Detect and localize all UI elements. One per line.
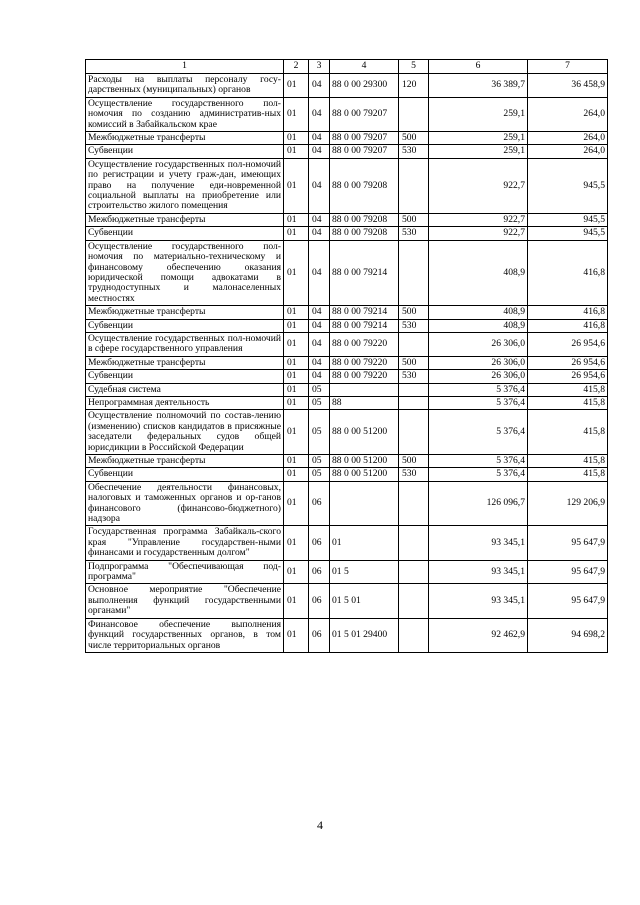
row-name: Осуществление государственных пол-номочий в сфере государственного управления <box>86 332 284 356</box>
row-name: Осуществление полномочий по состав-лению (изменению) списков кандидатов в присяжные заседатели федеральных судов общей юрисдикции в Российской Федерации <box>86 410 284 455</box>
row-value-3: 416,8 <box>528 240 608 305</box>
row-target-code: 88 0 00 79220 <box>330 332 399 356</box>
row-section: 01 <box>284 396 309 409</box>
row-value-2: 922,7 <box>429 213 528 226</box>
row-subsection: 04 <box>309 158 330 213</box>
row-value-2: 5 376,4 <box>429 468 528 481</box>
row-value-2: 922,7 <box>429 227 528 240</box>
row-value-2: 93 345,1 <box>429 584 528 618</box>
row-value-3: 945,5 <box>528 213 608 226</box>
row-expense-type <box>399 560 429 584</box>
table-row <box>86 468 608 481</box>
row-value-3: 95 647,9 <box>528 526 608 560</box>
row-section: 01 <box>284 227 309 240</box>
row-section: 01 <box>284 560 309 584</box>
row-value-3: 415,8 <box>528 383 608 396</box>
row-target-code: 88 0 00 79208 <box>330 227 399 240</box>
row-subsection: 05 <box>309 383 330 396</box>
table-row <box>86 240 608 305</box>
row-target-code: 88 <box>330 396 399 409</box>
row-target-code: 01 <box>330 526 399 560</box>
row-expense-type <box>399 526 429 560</box>
row-expense-type <box>399 97 429 131</box>
row-section: 01 <box>284 240 309 305</box>
row-value-2: 5 376,4 <box>429 396 528 409</box>
row-subsection: 05 <box>309 410 330 455</box>
row-subsection: 04 <box>309 97 330 131</box>
row-section: 01 <box>284 306 309 319</box>
row-section: 01 <box>284 526 309 560</box>
row-target-code: 88 0 00 79208 <box>330 158 399 213</box>
row-subsection: 04 <box>309 227 330 240</box>
row-subsection: 06 <box>309 584 330 618</box>
row-value-3: 264,0 <box>528 132 608 145</box>
row-expense-type <box>399 240 429 305</box>
row-target-code: 88 0 00 51200 <box>330 410 399 455</box>
row-value-2: 408,9 <box>429 240 528 305</box>
row-section: 01 <box>284 332 309 356</box>
row-expense-type <box>399 481 429 526</box>
row-target-code: 01 5 01 <box>330 584 399 618</box>
row-value-3: 416,8 <box>528 306 608 319</box>
row-name: Финансовое обеспечение выполнения функций государственных органов, в том числе территориальных органов <box>86 618 284 652</box>
row-subsection: 06 <box>309 560 330 584</box>
header-col-6: 6 <box>429 60 528 74</box>
row-subsection: 06 <box>309 618 330 652</box>
table-row <box>86 370 608 383</box>
row-subsection: 04 <box>309 356 330 369</box>
row-value-2: 408,9 <box>429 306 528 319</box>
row-section: 01 <box>284 584 309 618</box>
row-value-3: 416,8 <box>528 319 608 332</box>
row-expense-type <box>399 158 429 213</box>
row-name: Субвенции <box>86 468 284 481</box>
header-col-2: 2 <box>284 60 309 74</box>
row-name: Судебная система <box>86 383 284 396</box>
header-row <box>86 60 608 74</box>
table-row <box>86 213 608 226</box>
row-expense-type: 500 <box>399 306 429 319</box>
table-row <box>86 526 608 560</box>
row-name: Подпрограмма "Обеспечивающая под-программа" <box>86 560 284 584</box>
row-section: 01 <box>284 213 309 226</box>
row-expense-type <box>399 396 429 409</box>
header-col-1: 1 <box>86 60 284 74</box>
header-col-7: 7 <box>528 60 608 74</box>
row-expense-type <box>399 410 429 455</box>
row-value-2: 126 096,7 <box>429 481 528 526</box>
row-expense-type: 530 <box>399 319 429 332</box>
row-name: Осуществление государственного пол-номочия по созданию административ-ных комиссий в Забайкальском крае <box>86 97 284 131</box>
row-section: 01 <box>284 468 309 481</box>
table-row <box>86 455 608 468</box>
row-value-3: 415,8 <box>528 410 608 455</box>
row-section: 01 <box>284 370 309 383</box>
row-subsection: 04 <box>309 145 330 158</box>
row-subsection: 05 <box>309 468 330 481</box>
row-name: Субвенции <box>86 370 284 383</box>
row-expense-type: 530 <box>399 145 429 158</box>
row-subsection: 06 <box>309 481 330 526</box>
row-value-3: 95 647,9 <box>528 584 608 618</box>
row-target-code: 88 0 00 79208 <box>330 213 399 226</box>
row-subsection: 04 <box>309 370 330 383</box>
row-value-2: 26 306,0 <box>429 370 528 383</box>
row-expense-type: 500 <box>399 132 429 145</box>
table-row <box>86 158 608 213</box>
row-target-code: 88 0 00 79207 <box>330 145 399 158</box>
row-value-3: 26 954,6 <box>528 332 608 356</box>
row-name: Основное мероприятие "Обеспечение выполнения функций государственными органами" <box>86 584 284 618</box>
row-section: 01 <box>284 618 309 652</box>
row-section: 01 <box>284 97 309 131</box>
row-name: Субвенции <box>86 145 284 158</box>
row-subsection: 04 <box>309 332 330 356</box>
row-name: Межбюджетные трансферты <box>86 356 284 369</box>
row-value-3: 264,0 <box>528 145 608 158</box>
row-name: Субвенции <box>86 227 284 240</box>
row-target-code: 88 0 00 51200 <box>330 468 399 481</box>
row-subsection: 05 <box>309 396 330 409</box>
row-subsection: 05 <box>309 455 330 468</box>
table-row <box>86 227 608 240</box>
row-expense-type: 500 <box>399 356 429 369</box>
row-section: 01 <box>284 481 309 526</box>
row-section: 01 <box>284 410 309 455</box>
row-value-3: 264,0 <box>528 97 608 131</box>
table-row <box>86 396 608 409</box>
row-subsection: 06 <box>309 526 330 560</box>
row-subsection: 04 <box>309 319 330 332</box>
row-value-3: 415,8 <box>528 455 608 468</box>
table-row <box>86 560 608 584</box>
row-expense-type <box>399 332 429 356</box>
row-name: Межбюджетные трансферты <box>86 132 284 145</box>
row-expense-type: 530 <box>399 370 429 383</box>
row-target-code <box>330 481 399 526</box>
row-value-2: 922,7 <box>429 158 528 213</box>
row-section: 01 <box>284 158 309 213</box>
row-value-2: 92 462,9 <box>429 618 528 652</box>
row-name: Межбюджетные трансферты <box>86 455 284 468</box>
table-row <box>86 306 608 319</box>
table-row <box>86 145 608 158</box>
row-value-3: 945,5 <box>528 227 608 240</box>
row-target-code: 88 0 00 79220 <box>330 370 399 383</box>
row-value-2: 36 389,7 <box>429 74 528 98</box>
row-value-3: 94 698,2 <box>528 618 608 652</box>
row-section: 01 <box>284 132 309 145</box>
row-value-2: 26 306,0 <box>429 356 528 369</box>
row-name: Осуществление государственного пол-номочия по материально-техническому и финансовому обеспечению оказания юридической помощи адвокатами в труднодоступных и малонаселенных местностях <box>86 240 284 305</box>
row-section: 01 <box>284 145 309 158</box>
row-value-3: 415,8 <box>528 468 608 481</box>
row-section: 01 <box>284 455 309 468</box>
row-subsection: 04 <box>309 132 330 145</box>
row-target-code: 88 0 00 79220 <box>330 356 399 369</box>
row-target-code: 01 5 01 29400 <box>330 618 399 652</box>
row-name: Межбюджетные трансферты <box>86 213 284 226</box>
row-target-code: 88 0 00 79214 <box>330 240 399 305</box>
budget-table <box>85 59 608 653</box>
row-value-2: 259,1 <box>429 97 528 131</box>
table-row <box>86 319 608 332</box>
row-name: Субвенции <box>86 319 284 332</box>
row-expense-type: 500 <box>399 213 429 226</box>
table-row <box>86 383 608 396</box>
row-section: 01 <box>284 356 309 369</box>
row-section: 01 <box>284 319 309 332</box>
row-subsection: 04 <box>309 74 330 98</box>
row-name: Осуществление государственных пол-номочий по регистрации и учету граж-дан, имеющих право на получение еди-новременной социальной выплаты на приобретение или строительство жилого помещения <box>86 158 284 213</box>
row-value-2: 5 376,4 <box>429 383 528 396</box>
row-value-2: 93 345,1 <box>429 526 528 560</box>
row-expense-type: 120 <box>399 74 429 98</box>
table-row <box>86 356 608 369</box>
table-row <box>86 584 608 618</box>
row-expense-type: 500 <box>399 455 429 468</box>
table-row <box>86 410 608 455</box>
row-expense-type: 530 <box>399 227 429 240</box>
row-name: Государственная программа Забайкаль-ского края "Управление государствен-ными финансами и государственным долгом" <box>86 526 284 560</box>
page-number: 4 <box>317 818 323 832</box>
table-row <box>86 332 608 356</box>
row-value-3: 36 458,9 <box>528 74 608 98</box>
row-value-3: 95 647,9 <box>528 560 608 584</box>
table-row <box>86 481 608 526</box>
row-name: Непрограммная деятельность <box>86 396 284 409</box>
row-value-2: 259,1 <box>429 145 528 158</box>
row-target-code: 88 0 00 79207 <box>330 97 399 131</box>
row-expense-type <box>399 383 429 396</box>
row-value-3: 129 206,9 <box>528 481 608 526</box>
row-target-code: 88 0 00 79214 <box>330 306 399 319</box>
row-target-code <box>330 383 399 396</box>
row-expense-type <box>399 618 429 652</box>
row-target-code: 88 0 00 51200 <box>330 455 399 468</box>
row-value-2: 5 376,4 <box>429 455 528 468</box>
row-name: Обеспечение деятельности финансовых, налоговых и таможенных органов и ор-ганов финансового (финансово-бюджетного) надзора <box>86 481 284 526</box>
row-value-3: 945,5 <box>528 158 608 213</box>
table-row <box>86 74 608 98</box>
row-value-2: 93 345,1 <box>429 560 528 584</box>
table-row <box>86 97 608 131</box>
row-value-3: 26 954,6 <box>528 370 608 383</box>
row-value-3: 415,8 <box>528 396 608 409</box>
row-target-code: 88 0 00 79207 <box>330 132 399 145</box>
row-target-code: 88 0 00 29300 <box>330 74 399 98</box>
header-col-3: 3 <box>309 60 330 74</box>
row-expense-type <box>399 584 429 618</box>
table-row <box>86 618 608 652</box>
header-col-5: 5 <box>399 60 429 74</box>
row-subsection: 04 <box>309 213 330 226</box>
row-subsection: 04 <box>309 306 330 319</box>
row-value-2: 259,1 <box>429 132 528 145</box>
row-section: 01 <box>284 383 309 396</box>
row-target-code: 88 0 00 79214 <box>330 319 399 332</box>
table-body <box>86 74 608 653</box>
row-name: Межбюджетные трансферты <box>86 306 284 319</box>
row-value-2: 408,9 <box>429 319 528 332</box>
row-target-code: 01 5 <box>330 560 399 584</box>
row-value-3: 26 954,6 <box>528 356 608 369</box>
header-col-4: 4 <box>330 60 399 74</box>
row-value-2: 26 306,0 <box>429 332 528 356</box>
row-value-2: 5 376,4 <box>429 410 528 455</box>
row-section: 01 <box>284 74 309 98</box>
table-row <box>86 132 608 145</box>
row-name: Расходы на выплаты персоналу госу-дарственных (муниципальных) органов <box>86 74 284 98</box>
row-expense-type: 530 <box>399 468 429 481</box>
row-subsection: 04 <box>309 240 330 305</box>
